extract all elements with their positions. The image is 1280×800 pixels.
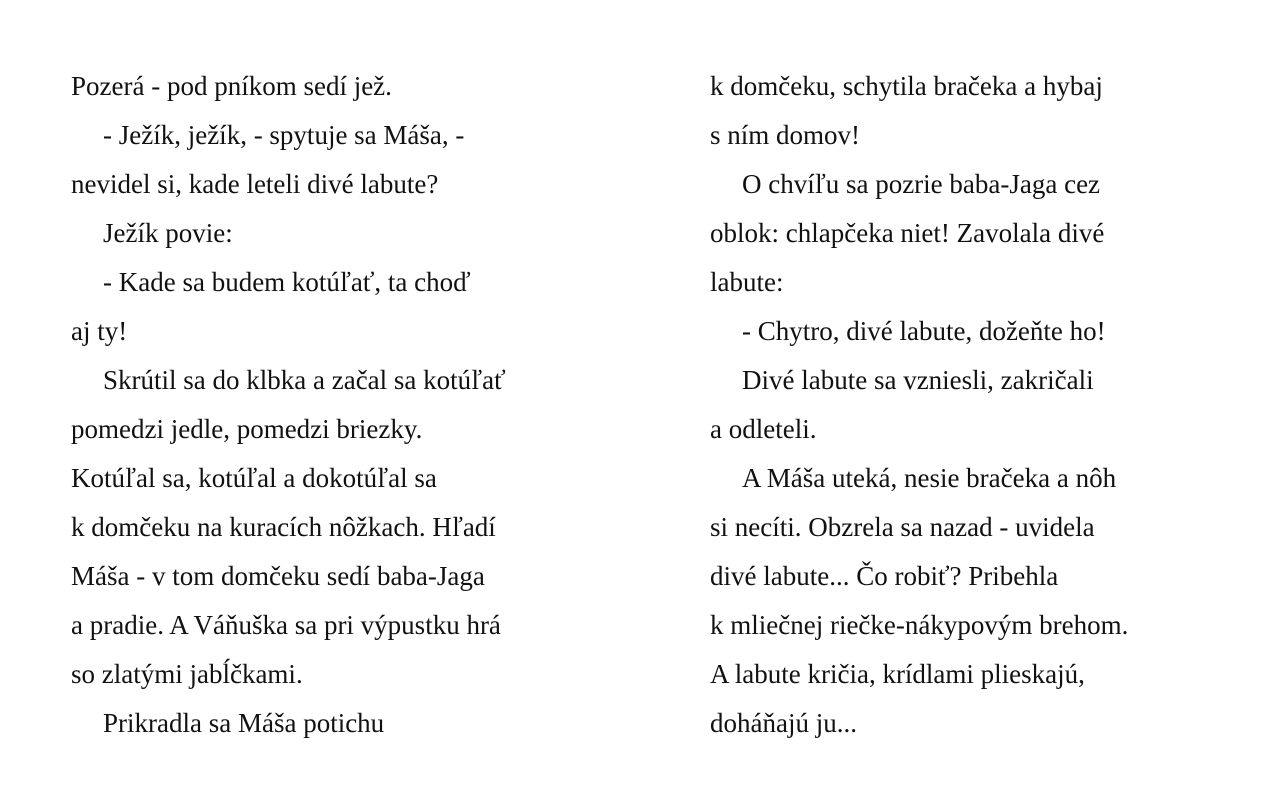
text-line: a pradie. A Váňuška sa pri výpustku hrá xyxy=(71,610,501,640)
text-line: Ježík povie: xyxy=(103,218,233,248)
text-line: A labute kričia, krídlami plieskajú, xyxy=(710,659,1085,689)
text-line: k mliečnej riečke-nákypovým brehom. xyxy=(710,610,1129,640)
text-line: a odleteli. xyxy=(710,414,817,444)
text-line: Kotúľal sa, kotúľal a dokotúľal sa xyxy=(71,463,437,493)
text-line: labute: xyxy=(710,267,784,297)
text-line: - Ježík, ježík, - spytuje sa Máša, - xyxy=(103,120,465,150)
text-line: divé labute... Čo robiť? Pribehla xyxy=(710,561,1059,591)
text-line: Máša - v tom domčeku sedí baba-Jaga xyxy=(71,561,485,591)
text-line: so zlatými jabĺčkami. xyxy=(71,659,303,689)
text-line: - Kade sa budem kotúľať, ta choď xyxy=(103,267,471,297)
text-line: k domčeku, schytila bračeka a hybaj xyxy=(710,71,1103,101)
text-line: aj ty! xyxy=(71,316,128,346)
text-line: Prikradla sa Máša potichu xyxy=(103,708,385,738)
text-line: pomedzi jedle, pomedzi briezky. xyxy=(71,414,423,444)
text-line: Divé labute sa vzniesli, zakričali xyxy=(742,365,1094,395)
text-line: Pozerá - pod pníkom sedí jež. xyxy=(71,71,392,101)
text-line: doháňajú ju... xyxy=(710,708,857,738)
text-line: s ním domov! xyxy=(710,120,861,150)
text-line: k domčeku na kuracích nôžkach. Hľadí xyxy=(71,512,496,542)
text-line: - Chytro, divé labute, dožeňte ho! xyxy=(742,316,1106,346)
text-line: O chvíľu sa pozrie baba-Jaga cez xyxy=(742,169,1101,199)
text-line: oblok: chlapčeka niet! Zavolala divé xyxy=(710,218,1105,248)
text-line: nevidel si, kade leteli divé labute? xyxy=(71,169,439,199)
text-line: si necíti. Obzrela sa nazad - uvidela xyxy=(710,512,1095,542)
text-line: A Máša uteká, nesie bračeka a nôh xyxy=(742,463,1117,493)
left-page-text xyxy=(71,62,611,748)
right-page-text xyxy=(710,62,1250,748)
text-line: Skrútil sa do klbka a začal sa kotúľať xyxy=(103,365,506,395)
